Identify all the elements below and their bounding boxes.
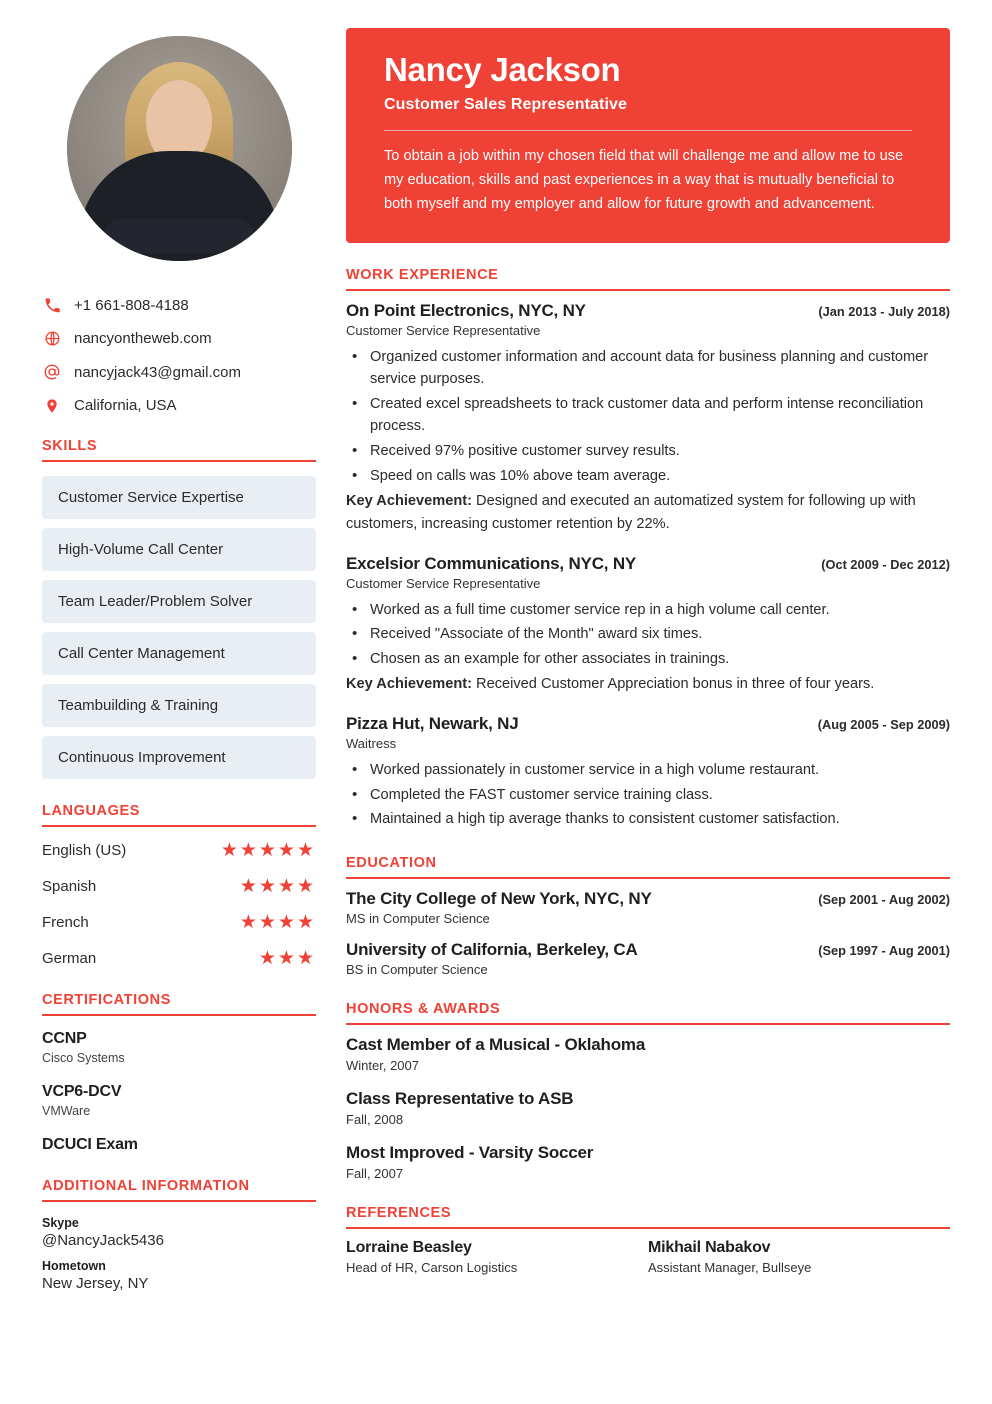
language-rating-stars: ★★★★	[239, 876, 316, 897]
additional-value: New Jersey, NY	[42, 1275, 149, 1292]
work-bullets	[346, 759, 950, 831]
work-dates: (Oct 2009 - Dec 2012)	[821, 556, 950, 572]
language-item	[42, 913, 316, 932]
award-item	[346, 1035, 950, 1073]
work-item	[346, 714, 950, 831]
certification-item	[42, 1136, 316, 1154]
additional-item	[42, 1259, 316, 1292]
education-dates: (Sep 2001 - Aug 2002)	[818, 891, 950, 907]
language-name: Spanish	[42, 878, 97, 895]
certifications-list	[42, 1030, 316, 1154]
work-bullet: • Worked passionately in customer service in a high volume restaurant.	[346, 759, 950, 782]
skill-item: Teambuilding & Training	[42, 684, 316, 727]
contact-website-value[interactable]: nancyontheweb.com	[74, 330, 212, 347]
phone-icon	[42, 297, 62, 314]
certification-org: Cisco Systems	[42, 1051, 125, 1065]
reference-role: Head of HR, Carson Logistics	[346, 1259, 518, 1275]
languages-list	[42, 841, 316, 968]
at-icon	[42, 363, 62, 381]
skills-list	[42, 476, 316, 779]
work-bullets	[346, 599, 950, 671]
photo-arms	[104, 219, 254, 253]
work-bullet: • Organized customer information and account data for business planning and customer service purposes.	[346, 346, 950, 391]
language-name: French	[42, 914, 89, 931]
skill-item: Customer Service Expertise	[42, 476, 316, 519]
skill-item: Continuous Improvement	[42, 736, 316, 779]
additional-value: @NancyJack5436	[42, 1232, 164, 1249]
section-title-honors-awards: HONORS & AWARDS	[346, 1001, 950, 1025]
contact-email-value[interactable]: nancyjack43@gmail.com	[74, 363, 241, 381]
reference-item	[648, 1239, 950, 1275]
award-date: Fall, 2008	[346, 1111, 404, 1127]
work-item	[346, 554, 950, 696]
skill-item: Team Leader/Problem Solver	[42, 580, 316, 623]
work-bullet: • Received 97% positive customer survey results.	[346, 440, 950, 463]
award-date: Fall, 2007	[346, 1165, 404, 1181]
work-bullet: • Completed the FAST customer service training class.	[346, 784, 950, 807]
references-list	[346, 1239, 950, 1275]
contact-list	[42, 297, 316, 414]
spacer	[346, 540, 950, 554]
award-title: Cast Member of a Musical - Oklahoma	[346, 1034, 646, 1054]
work-company: Excelsior Communications, NYC, NY	[346, 553, 637, 573]
work-key-achievement	[346, 673, 950, 696]
work-bullet: • Speed on calls was 10% above team average.	[346, 465, 950, 488]
education-item	[346, 940, 950, 977]
education-school: The City College of New York, NYC, NY	[346, 888, 652, 908]
header-divider	[384, 130, 912, 131]
certification-org: VMWare	[42, 1104, 91, 1118]
certification-name: DCUCI Exam	[42, 1136, 138, 1153]
skill-item: Call Center Management	[42, 632, 316, 675]
work-bullet: • Maintained a high tip average thanks to consistent customer satisfaction.	[346, 808, 950, 831]
location-pin-icon	[42, 398, 62, 414]
reference-name: Mikhail Nabakov	[648, 1238, 771, 1256]
reference-role: Assistant Manager, Bullseye	[648, 1259, 812, 1275]
additional-item	[42, 1216, 316, 1249]
reference-item	[346, 1239, 648, 1275]
award-item	[346, 1089, 950, 1127]
skill-item: High-Volume Call Center	[42, 528, 316, 571]
contact-item-email	[42, 363, 316, 381]
contact-location-value: California, USA	[74, 397, 177, 414]
language-item	[42, 841, 316, 860]
education-degree: MS in Computer Science	[346, 910, 490, 926]
language-rating-stars: ★★★★	[239, 912, 316, 933]
language-rating-stars: ★★★★★	[220, 840, 316, 861]
page-title: Nancy Jackson	[384, 51, 621, 88]
contact-item-phone	[42, 297, 316, 314]
certification-item	[42, 1030, 316, 1065]
education-degree: BS in Computer Science	[346, 961, 488, 977]
work-position: Waitress	[346, 735, 397, 751]
certification-name: VCP6-DCV	[42, 1083, 122, 1100]
key-achievement-label: Key Achievement:	[346, 493, 472, 510]
certification-name: CCNP	[42, 1030, 87, 1047]
language-item	[42, 877, 316, 896]
section-title-education: EDUCATION	[346, 855, 950, 879]
key-achievement-label: Key Achievement:	[346, 676, 472, 693]
work-position: Customer Service Representative	[346, 322, 541, 338]
contact-item-website	[42, 330, 316, 347]
award-title: Class Representative to ASB	[346, 1088, 574, 1108]
work-company: On Point Electronics, NYC, NY	[346, 300, 586, 320]
key-achievement-text: Designed and executed an automatized system for following up with customers, increasing customer retention by 22%.	[346, 493, 916, 532]
section-title-references: REFERENCES	[346, 1205, 950, 1229]
work-bullets	[346, 346, 950, 488]
spacer	[346, 700, 950, 714]
key-achievement-text: Received Customer Appreciation bonus in three of four years.	[472, 676, 875, 693]
work-bullet: • Worked as a full time customer service rep in a high volume call center.	[346, 599, 950, 622]
section-title-certifications: CERTIFICATIONS	[42, 992, 316, 1016]
additional-label: Skype	[42, 1216, 79, 1230]
header-card	[346, 28, 950, 243]
award-item	[346, 1143, 950, 1181]
work-item	[346, 301, 950, 536]
left-column	[42, 28, 332, 1404]
section-title-skills: SKILLS	[42, 438, 316, 462]
work-dates: (Jan 2013 - July 2018)	[818, 303, 950, 319]
additional-label: Hometown	[42, 1259, 106, 1273]
work-bullet: • Chosen as an example for other associates in trainings.	[346, 648, 950, 671]
language-name: English (US)	[42, 842, 127, 859]
work-position: Customer Service Representative	[346, 575, 541, 591]
education-dates: (Sep 1997 - Aug 2001)	[818, 942, 950, 958]
certification-item	[42, 1083, 316, 1118]
work-bullet: • Created excel spreadsheets to track customer data and perform intense reconciliation process.	[346, 393, 950, 438]
section-title-languages: LANGUAGES	[42, 803, 316, 827]
language-rating-stars: ★★★	[258, 948, 316, 969]
globe-icon	[42, 330, 62, 347]
additional-information-list	[42, 1216, 316, 1292]
contact-item-location	[42, 397, 316, 414]
award-date: Winter, 2007	[346, 1057, 419, 1073]
award-title: Most Improved - Varsity Soccer	[346, 1142, 594, 1162]
avatar	[67, 36, 292, 261]
right-column	[332, 28, 950, 1404]
work-bullet: • Received "Associate of the Month" award six times.	[346, 623, 950, 646]
profile-summary: To obtain a job within my chosen field that will challenge me and allow me to use my education, skills and past experiences in a way that is mutually beneficial to both myself and my employer and allow for future growth and advancement.	[384, 148, 904, 212]
language-item	[42, 949, 316, 968]
section-title-additional-information: ADDITIONAL INFORMATION	[42, 1178, 316, 1202]
reference-name: Lorraine Beasley	[346, 1238, 472, 1256]
section-title-work-experience: WORK EXPERIENCE	[346, 267, 950, 291]
work-dates: (Aug 2005 - Sep 2009)	[817, 716, 950, 732]
education-school: University of California, Berkeley, CA	[346, 939, 638, 959]
work-key-achievement	[346, 490, 950, 535]
language-name: German	[42, 950, 97, 967]
contact-phone-value: +1 661-808-4188	[74, 297, 189, 314]
work-company: Pizza Hut, Newark, NJ	[346, 713, 519, 733]
education-item	[346, 889, 950, 926]
job-role-subtitle: Customer Sales Representative	[384, 96, 628, 114]
